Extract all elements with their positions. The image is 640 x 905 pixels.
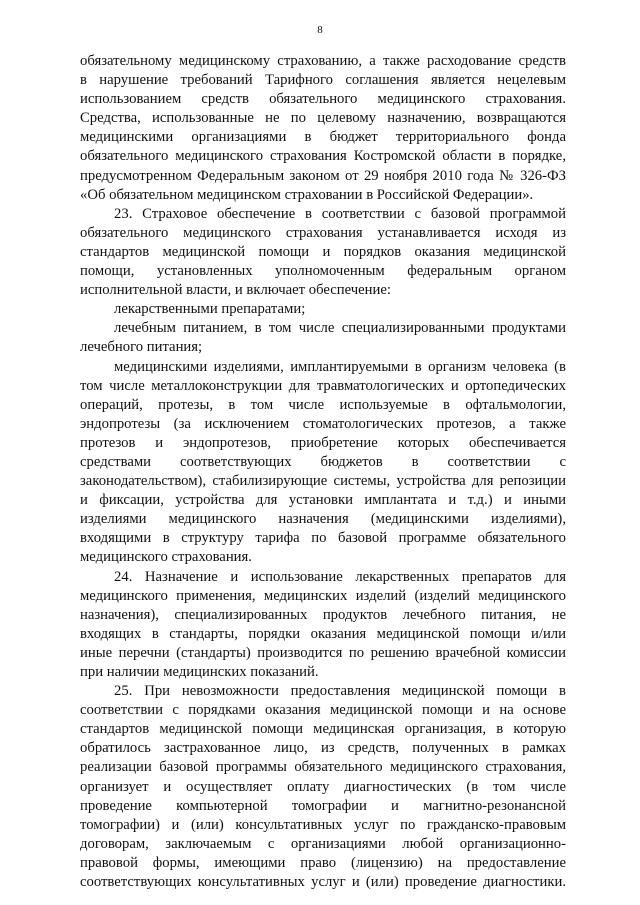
text-line: проведение компьютерной томографии и магнитно-резонансной [80,797,566,814]
text-line: иные перечни (стандарты) производится по решению врачебной комиссии [80,644,566,661]
text-line: лечебным питанием, в том числе специализированными продуктами [114,320,566,337]
text-line: соответствующих консультативных услуг и (или) проведение диагностики. [80,874,566,891]
text-line: медицинского применения, медицинских изделий (изделий медицинского [80,587,566,604]
text-line: лечебного питания; [80,339,203,356]
text-line: медицинскими организациями в бюджет территориального фонда [80,129,566,146]
text-line: помощи, установленных уполномоченным федеральным органом [80,263,566,280]
body-text [80,52,566,892]
text-line: Средства, использованные не по целевому назначению, возвращаются [80,110,566,127]
text-line: том числе металлоконструкции для травматологических и ортопедических [80,377,566,394]
text-line: эндопротезы (за исключением стоматологических протезов, а также [80,415,566,432]
text-line: медицинскими изделиями, имплантируемыми в организм человека (в [114,358,566,375]
text-line: средствами соответствующих бюджетов в соответствии с [80,453,566,470]
text-line: исполнительной власти, и включает обеспечение: [80,282,391,299]
page-number: 8 [317,24,323,36]
text-line: обязательного медицинского страхования устанавливается исходя из [80,224,566,241]
text-line: 25. При невозможности предоставления медицинской помощи в [114,683,566,700]
text-line: 23. Страховое обеспечение в соответствии с базовой программой [114,205,566,222]
text-line: медицинского страхования. [80,549,252,566]
text-line: томографии) и (или) консультативных услуг по гражданско-правовым [80,816,566,833]
text-line: стандартов медицинской помощи медицинская организация, в которую [80,721,566,738]
text-line: стандартов медицинской помощи и порядков оказания медицинской [80,243,566,260]
text-line: соответствии с порядками оказания медицинской помощи и на основе [80,702,566,719]
text-line: изделиями медицинского назначения (медицинскими изделиями), [80,511,566,528]
text-line: операций, протезы, в том числе используемые в офтальмологии, [80,396,566,413]
text-line: использованием средств обязательного медицинского страхования. [80,91,566,108]
text-line: организует и осуществляет оплату диагностических (в том числе [80,778,566,795]
text-line: «Об обязательном медицинском страховании в Российской Федерации». [80,186,534,203]
text-line: обязательного медицинского страхования Костромской области в порядке, [80,148,566,165]
text-line: лекарственными препаратами; [114,301,306,318]
text-line: обязательному медицинскому страхованию, а также расходование средств [80,53,566,69]
text-line: назначения), специализированных продуктов лечебного питания, не [80,606,566,623]
text-line: входящими в структуру тарифа по базовой программе обязательного [80,530,566,547]
text-line: обратилось застрахованное лицо, из средств, полученных в рамках [80,740,566,757]
text-line: и фиксации, устройства для установки имплантата и т.д.) и иными [80,492,566,509]
text-line: реализации базовой программы обязательного медицинского страхования, [80,759,566,776]
text-line: при наличии медицинских показаний. [80,664,319,680]
text-line: договорам, заключаемым с организациями любой организационно- [80,835,566,852]
text-line: правовой формы, имеющими право (лицензию) на предоставление [80,854,566,871]
text-line: входящих в стандарты, порядки оказания медицинской помощи и/или [80,625,566,642]
text-line: законодательством), стабилизирующие системы, устройства для репозиции [80,473,566,490]
text-line: 24. Назначение и использование лекарственных препаратов для [114,568,566,585]
text-line: протезов и эндопротезов, приобретение которых обеспечивается [80,434,566,451]
text-line: в нарушение требований Тарифного соглашения является нецелевым [80,72,566,89]
text-line: предусмотренном Федеральным законом от 29 ноября 2010 года № 326-ФЗ [80,167,566,184]
